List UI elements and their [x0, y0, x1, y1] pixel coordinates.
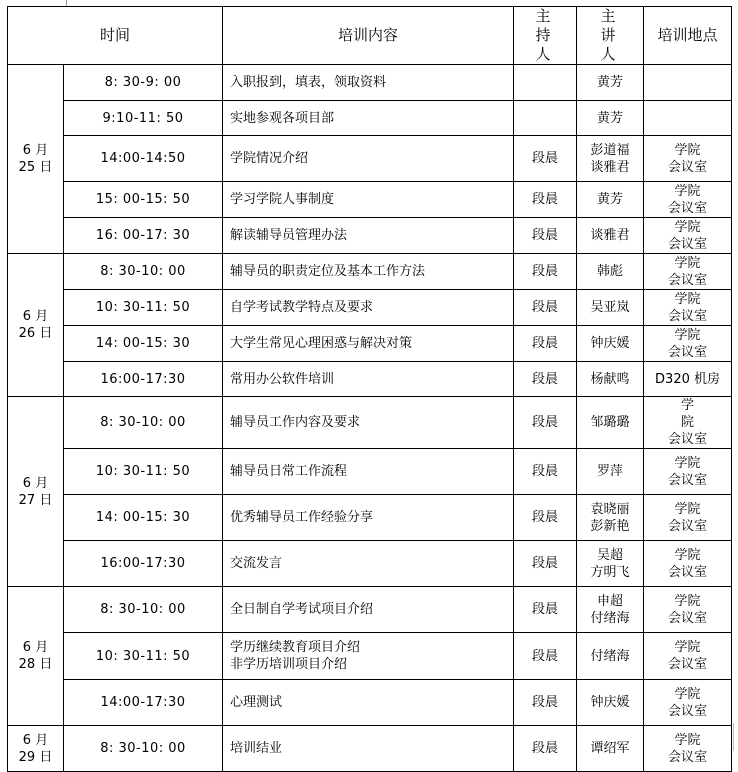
time-cell: 16: 00-17: 30 — [64, 218, 223, 254]
time-cell: 15: 00-15: 50 — [64, 182, 223, 218]
time-cell: 14: 00-15: 30 — [64, 326, 223, 362]
date-cell — [8, 397, 64, 587]
location-cell — [644, 449, 732, 495]
location-text: 学院 — [674, 142, 701, 158]
location-cell — [644, 182, 732, 218]
speaker-cell — [577, 182, 644, 218]
topic-text: 入职报到，填表，领取资料 — [230, 75, 387, 90]
date-text: 25 日 — [18, 160, 53, 175]
location-text: 学院 — [674, 219, 701, 235]
speaker-cell — [577, 326, 644, 362]
location-cell — [644, 726, 732, 772]
topic-cell — [223, 633, 514, 680]
location-cell — [644, 397, 732, 449]
time-cell: 9:10-11: 50 — [64, 101, 223, 136]
location-text: 会议室 — [668, 432, 708, 447]
location-cell — [644, 218, 732, 254]
host-cell: 段晨 — [514, 326, 577, 362]
date-text: 29 日 — [18, 749, 53, 765]
host-cell: 段晨 — [514, 182, 577, 218]
speaker-cell — [577, 362, 644, 397]
speaker-name: 彭道福 — [590, 142, 630, 158]
header-content: 培训内容 — [223, 7, 514, 65]
table-row — [8, 449, 732, 495]
topic-text: 全日制自学考试项目介绍 — [230, 602, 374, 617]
host-cell: 段晨 — [514, 449, 577, 495]
date-text: 6 月 — [22, 143, 49, 158]
location-text: 学院 — [674, 291, 701, 307]
date-text: 6 月 — [22, 640, 49, 655]
table-row — [8, 65, 732, 101]
training-schedule-table — [7, 6, 732, 772]
speaker-cell — [577, 680, 644, 726]
schedule-body — [8, 65, 732, 772]
speaker-name: 彭新艳 — [590, 518, 630, 534]
location-cell — [644, 362, 732, 397]
location-text: 会议室 — [668, 518, 708, 534]
topic-text: 自学考试教学特点及要求 — [230, 300, 374, 315]
location-cell — [644, 541, 732, 587]
location-text: 会议室 — [668, 564, 708, 580]
speaker-name: 邹璐璐 — [590, 415, 630, 430]
location-cell — [644, 680, 732, 726]
location-text: 学院 — [674, 255, 701, 271]
location-text: 学院 — [674, 686, 701, 702]
time-cell: 16:00-17:30 — [64, 362, 223, 397]
location-text: 学院 — [674, 455, 701, 471]
topic-text: 学历继续教育项目介绍 — [230, 640, 361, 655]
time-cell: 8: 30-9: 00 — [64, 65, 223, 101]
speaker-cell — [577, 290, 644, 326]
topic-cell — [223, 449, 514, 495]
topic-cell — [223, 182, 514, 218]
time-cell: 10: 30-11: 50 — [64, 633, 223, 680]
speaker-cell — [577, 449, 644, 495]
host-cell: 段晨 — [514, 218, 577, 254]
topic-cell — [223, 218, 514, 254]
location-cell — [644, 65, 732, 101]
speaker-cell — [577, 397, 644, 449]
host-cell: 段晨 — [514, 495, 577, 541]
location-cell — [644, 290, 732, 326]
time-cell: 8: 30-10: 00 — [64, 726, 223, 772]
topic-cell — [223, 101, 514, 136]
date-cell — [8, 65, 64, 254]
speaker-name: 谭绍军 — [590, 741, 630, 756]
topic-cell — [223, 136, 514, 182]
topic-cell — [223, 495, 514, 541]
host-cell: 段晨 — [514, 680, 577, 726]
topic-cell — [223, 362, 514, 397]
speaker-name: 袁晓丽 — [590, 501, 630, 517]
speaker-name: 吴超 — [597, 547, 624, 563]
location-text: 会议室 — [668, 610, 708, 626]
location-text: 学院 — [674, 547, 701, 563]
host-cell — [514, 65, 577, 101]
speaker-cell — [577, 726, 644, 772]
location-text: 会议室 — [668, 472, 708, 488]
speaker-name: 谈雅君 — [590, 228, 630, 243]
header-speaker — [577, 7, 644, 65]
time-cell: 14:00-17:30 — [64, 680, 223, 726]
topic-cell — [223, 254, 514, 290]
location-text: 会议室 — [668, 200, 708, 216]
table-row — [8, 680, 732, 726]
speaker-name: 罗萍 — [597, 464, 624, 479]
location-text: 学院 — [674, 327, 701, 343]
date-text: 27 日 — [18, 492, 53, 508]
topic-cell — [223, 726, 514, 772]
time-cell: 14:00-14:50 — [64, 136, 223, 182]
time-cell: 10: 30-11: 50 — [64, 290, 223, 326]
topic-text: 辅导员日常工作流程 — [230, 464, 348, 479]
table-row — [8, 362, 732, 397]
table-row — [8, 254, 732, 290]
host-cell: 段晨 — [514, 541, 577, 587]
topic-text: 解读辅导员管理办法 — [230, 228, 348, 243]
location-cell — [644, 101, 732, 136]
time-cell: 8: 30-10: 00 — [64, 397, 223, 449]
topic-cell — [223, 326, 514, 362]
speaker-cell — [577, 254, 644, 290]
time-cell: 16:00-17:30 — [64, 541, 223, 587]
page-edge-mark-right — [733, 723, 734, 751]
table-row — [8, 182, 732, 218]
speaker-name: 钟庆媛 — [590, 336, 630, 351]
host-cell: 段晨 — [514, 587, 577, 633]
topic-cell — [223, 65, 514, 101]
header-host — [514, 7, 577, 65]
table-row — [8, 495, 732, 541]
host-cell: 段晨 — [514, 362, 577, 397]
time-cell: 14: 00-15: 30 — [64, 495, 223, 541]
topic-text: 辅导员工作内容及要求 — [230, 415, 361, 430]
date-text: 28 日 — [18, 657, 53, 672]
location-text: 会议室 — [668, 236, 708, 252]
date-text: 6 月 — [22, 309, 49, 324]
topic-text: 实地参观各项目部 — [230, 110, 335, 126]
speaker-cell — [577, 136, 644, 182]
topic-cell — [223, 290, 514, 326]
speaker-name: 申超 — [597, 593, 624, 609]
location-text: 会议室 — [668, 272, 708, 288]
location-text: 学 — [681, 398, 695, 413]
location-cell — [644, 495, 732, 541]
host-cell: 段晨 — [514, 397, 577, 449]
speaker-cell — [577, 65, 644, 101]
date-cell — [8, 254, 64, 397]
topic-text: 大学生常见心理困惑与解决对策 — [230, 336, 413, 351]
location-text: 会议室 — [668, 308, 708, 324]
table-row — [8, 326, 732, 362]
topic-text: 培训结业 — [230, 741, 283, 756]
host-cell: 段晨 — [514, 633, 577, 680]
location-cell — [644, 587, 732, 633]
host-cell: 段晨 — [514, 136, 577, 182]
speaker-cell — [577, 218, 644, 254]
location-text: 学院 — [674, 183, 701, 199]
speaker-cell — [577, 633, 644, 680]
topic-text: 学院情况介绍 — [230, 151, 309, 166]
date-text: 6 月 — [22, 732, 49, 748]
topic-cell — [223, 397, 514, 449]
time-cell: 8: 30-10: 00 — [64, 254, 223, 290]
topic-text: 辅导员的职责定位及基本工作方法 — [230, 264, 426, 279]
location-text: 会议室 — [668, 344, 708, 360]
speaker-cell — [577, 101, 644, 136]
host-cell: 段晨 — [514, 254, 577, 290]
speaker-name: 钟庆媛 — [590, 695, 630, 710]
topic-cell — [223, 587, 514, 633]
table-row — [8, 633, 732, 680]
speaker-cell — [577, 541, 644, 587]
date-cell — [8, 587, 64, 726]
table-row — [8, 397, 732, 449]
location-text: 学院 — [674, 640, 701, 655]
topic-cell — [223, 680, 514, 726]
table-row — [8, 726, 732, 772]
time-cell: 8: 30-10: 00 — [64, 587, 223, 633]
header-time: 时间 — [8, 7, 223, 65]
header-host-text: 主持人 — [535, 7, 555, 63]
speaker-name: 黄芳 — [597, 192, 624, 207]
table-row — [8, 587, 732, 633]
location-text: 会议室 — [668, 159, 708, 175]
date-cell — [8, 726, 64, 772]
speaker-cell — [577, 587, 644, 633]
location-text: D320 机房 — [655, 371, 720, 387]
time-cell: 10: 30-11: 50 — [64, 449, 223, 495]
location-cell — [644, 326, 732, 362]
header-location: 培训地点 — [644, 7, 732, 65]
location-text: 学院 — [674, 501, 701, 517]
location-cell — [644, 633, 732, 680]
speaker-name: 方明飞 — [590, 564, 630, 580]
speaker-name: 吴亚岚 — [590, 300, 630, 315]
header-speaker-text: 主讲人 — [600, 7, 620, 63]
table-row — [8, 541, 732, 587]
table-row — [8, 136, 732, 182]
speaker-name: 杨献鸣 — [590, 371, 630, 387]
host-cell — [514, 101, 577, 136]
table-row — [8, 218, 732, 254]
location-text: 学院 — [674, 593, 701, 609]
speaker-name: 付绪海 — [590, 648, 630, 664]
topic-text: 非学历培训项目介绍 — [230, 657, 348, 672]
location-cell — [644, 136, 732, 182]
topic-text: 学习学院人事制度 — [230, 192, 335, 207]
speaker-name: 黄芳 — [597, 75, 624, 90]
location-text: 学院 — [674, 732, 701, 748]
location-text: 会议室 — [668, 749, 708, 765]
date-text: 6 月 — [22, 475, 49, 491]
location-text: 院 — [681, 415, 695, 430]
location-text: 会议室 — [668, 657, 708, 672]
topic-text: 交流发言 — [230, 556, 283, 571]
topic-text: 心理测试 — [230, 695, 283, 710]
topic-cell — [223, 541, 514, 587]
location-text: 会议室 — [668, 703, 708, 719]
speaker-name: 付绪海 — [590, 610, 630, 626]
location-cell — [644, 254, 732, 290]
table-row — [8, 101, 732, 136]
speaker-name: 谈雅君 — [590, 159, 630, 175]
speaker-name: 黄芳 — [597, 110, 624, 126]
host-cell: 段晨 — [514, 290, 577, 326]
topic-text: 优秀辅导员工作经验分享 — [230, 510, 374, 525]
speaker-name: 韩彪 — [597, 264, 624, 279]
host-cell: 段晨 — [514, 726, 577, 772]
topic-text: 常用办公软件培训 — [230, 371, 335, 387]
speaker-cell — [577, 495, 644, 541]
table-row — [8, 290, 732, 326]
header-row — [8, 7, 732, 65]
date-text: 26 日 — [18, 326, 53, 341]
